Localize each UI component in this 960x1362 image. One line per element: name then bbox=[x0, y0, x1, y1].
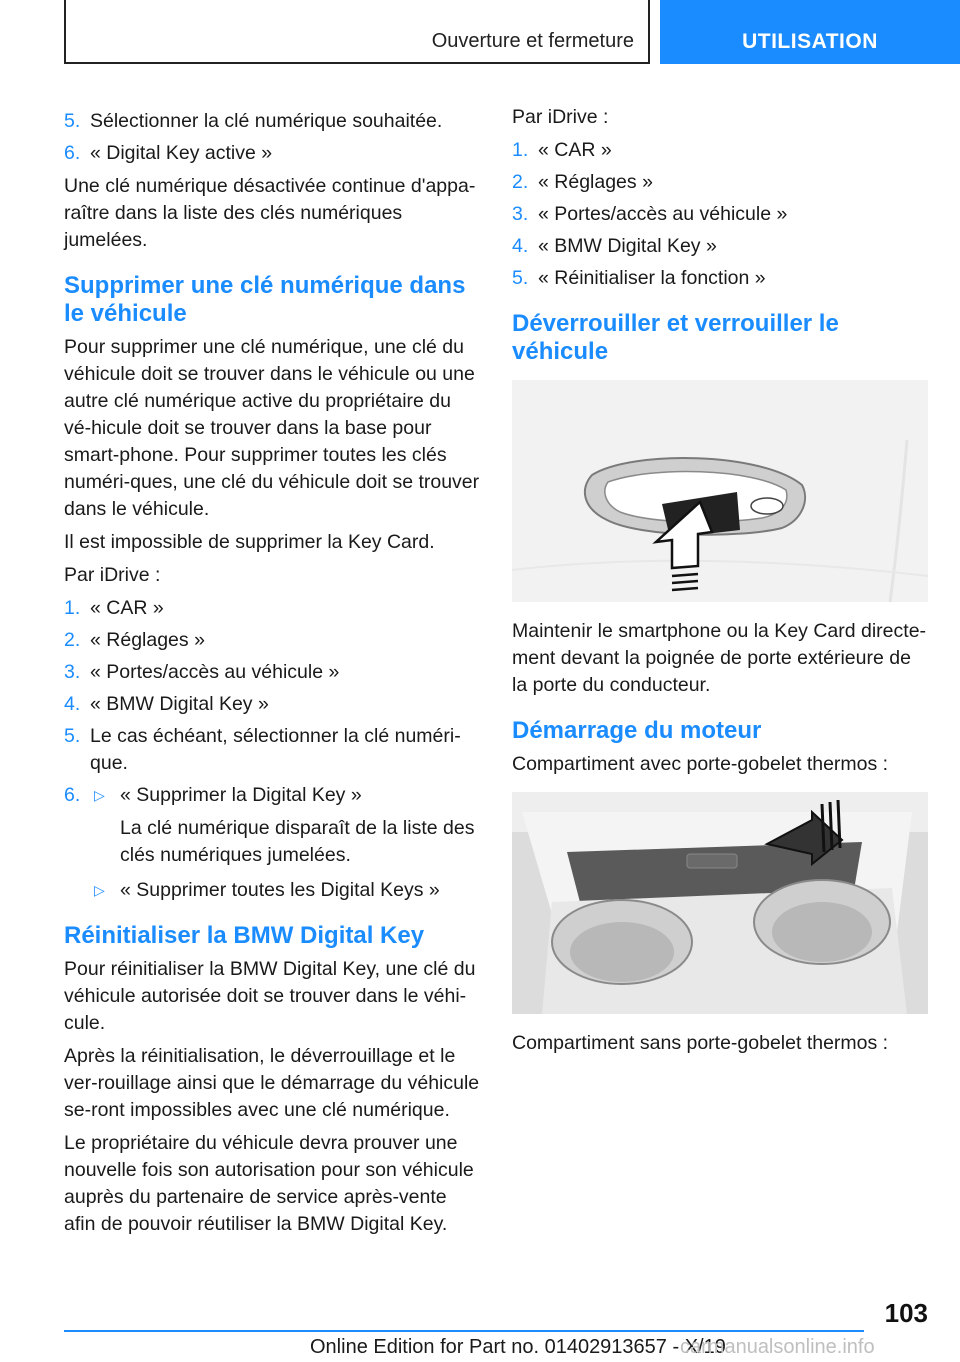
list-item: 5. « Réinitialiser la fonction » bbox=[512, 267, 766, 289]
paragraph: Compartiment sans porte-gobelet thermos : bbox=[512, 1032, 889, 1054]
watermark: carmanualsonline.info bbox=[680, 1336, 875, 1358]
paragraph: Il est impossible de supprimer la Key Card. bbox=[64, 531, 435, 553]
bullet-item: ▷ « Supprimer toutes les Digital Keys » bbox=[90, 877, 480, 904]
list-item: 2. « Réglages » bbox=[512, 171, 653, 193]
triangle-bullet-icon: ▷ bbox=[94, 787, 105, 803]
right-column bbox=[512, 104, 928, 1063]
paragraph: Une clé numérique désactivée continue d'appa-raître dans la liste des clés numériques jumelées. bbox=[64, 175, 476, 251]
chapter-title: UTILISATION bbox=[742, 30, 878, 53]
triangle-bullet-icon: ▷ bbox=[94, 882, 105, 898]
list-item: 6. ▷ « Supprimer la Digital Key » La clé numérique disparaît de la liste des clés numériques jumelées. ▷ « Supprimer toutes les Digital Keys » bbox=[64, 782, 480, 904]
paragraph: Après la réinitialisation, le déverrouillage et le ver-rouillage ainsi que le démarrage du véhicule se-ront impossibles avec une clé numérique. bbox=[64, 1045, 480, 1121]
reset-steps bbox=[512, 137, 928, 292]
section-title: Ouverture et fermeture bbox=[431, 30, 634, 52]
option-list bbox=[90, 782, 480, 904]
delete-steps bbox=[64, 595, 480, 904]
list-item: 1. « CAR » bbox=[64, 597, 164, 619]
heading-start-engine: Démarrage du moteur bbox=[512, 717, 762, 744]
edition-label: Online Edition for Part no. 01402913657 - X/19 bbox=[310, 1336, 726, 1358]
paragraph: Maintenir le smartphone ou la Key Card directe-ment devant la poignée de porte extérieure de la porte du conducteur. bbox=[512, 620, 927, 696]
chapter-tab bbox=[660, 0, 960, 64]
footer-rule bbox=[64, 1330, 864, 1332]
list-item: 4. « BMW Digital Key » bbox=[64, 693, 269, 715]
list-item: 2. « Réglages » bbox=[64, 629, 205, 651]
bullet-item: ▷ « Supprimer la Digital Key » La clé numérique disparaît de la liste des clés numériques jumelées. bbox=[94, 784, 475, 866]
list-item: 3. « Portes/accès au véhicule » bbox=[64, 661, 340, 683]
cupholder-compartment-illustration bbox=[512, 792, 928, 1014]
list-item: 5. Sélectionner la clé numérique souhaitée. bbox=[64, 110, 443, 132]
list-item: 4. « BMW Digital Key » bbox=[512, 235, 717, 257]
paragraph: Par iDrive : bbox=[64, 564, 161, 586]
paragraph: Par iDrive : bbox=[512, 106, 609, 128]
paragraph: Compartiment avec porte-gobelet thermos : bbox=[512, 753, 889, 775]
page-header bbox=[64, 0, 960, 66]
section-tab bbox=[64, 0, 650, 64]
heading-delete-key: Supprimer une clé numérique dans le véhicule bbox=[64, 272, 466, 327]
list-item: 1. « CAR » bbox=[512, 139, 612, 161]
paragraph: Pour réinitialiser la BMW Digital Key, une clé du véhicule autorisée doit se trouver dans le véhi-cule. bbox=[64, 958, 476, 1034]
door-handle-illustration bbox=[512, 380, 928, 602]
page-number: 103 bbox=[884, 1298, 928, 1328]
paragraph: Pour supprimer une clé numérique, une clé du véhicule doit se trouver dans le véhicule ou une autre clé numérique active du propriétaire du vé-hicule doit se trouver dans la base pour smart-phone. Pour supprimer toutes les clés numéri-ques, une clé du véhicule doit se trouver dans le véhicule. bbox=[64, 336, 480, 520]
list-item: 5. Le cas échéant, sélectionner la clé numéri-que. bbox=[64, 725, 461, 774]
heading-reset: Réinitialiser la BMW Digital Key bbox=[64, 922, 425, 949]
left-column bbox=[64, 104, 480, 1244]
heading-unlock: Déverrouiller et verrouiller le véhicule bbox=[512, 310, 839, 365]
continued-steps bbox=[64, 108, 480, 167]
list-item: 3. « Portes/accès au véhicule » bbox=[512, 203, 788, 225]
paragraph: Le propriétaire du véhicule devra prouver une nouvelle fois son autorisation pour son véhicule auprès du partenaire de service après-vente afin de pouvoir réutiliser la BMW Digital Key. bbox=[64, 1132, 474, 1235]
list-item: 6. « Digital Key active » bbox=[64, 142, 273, 164]
